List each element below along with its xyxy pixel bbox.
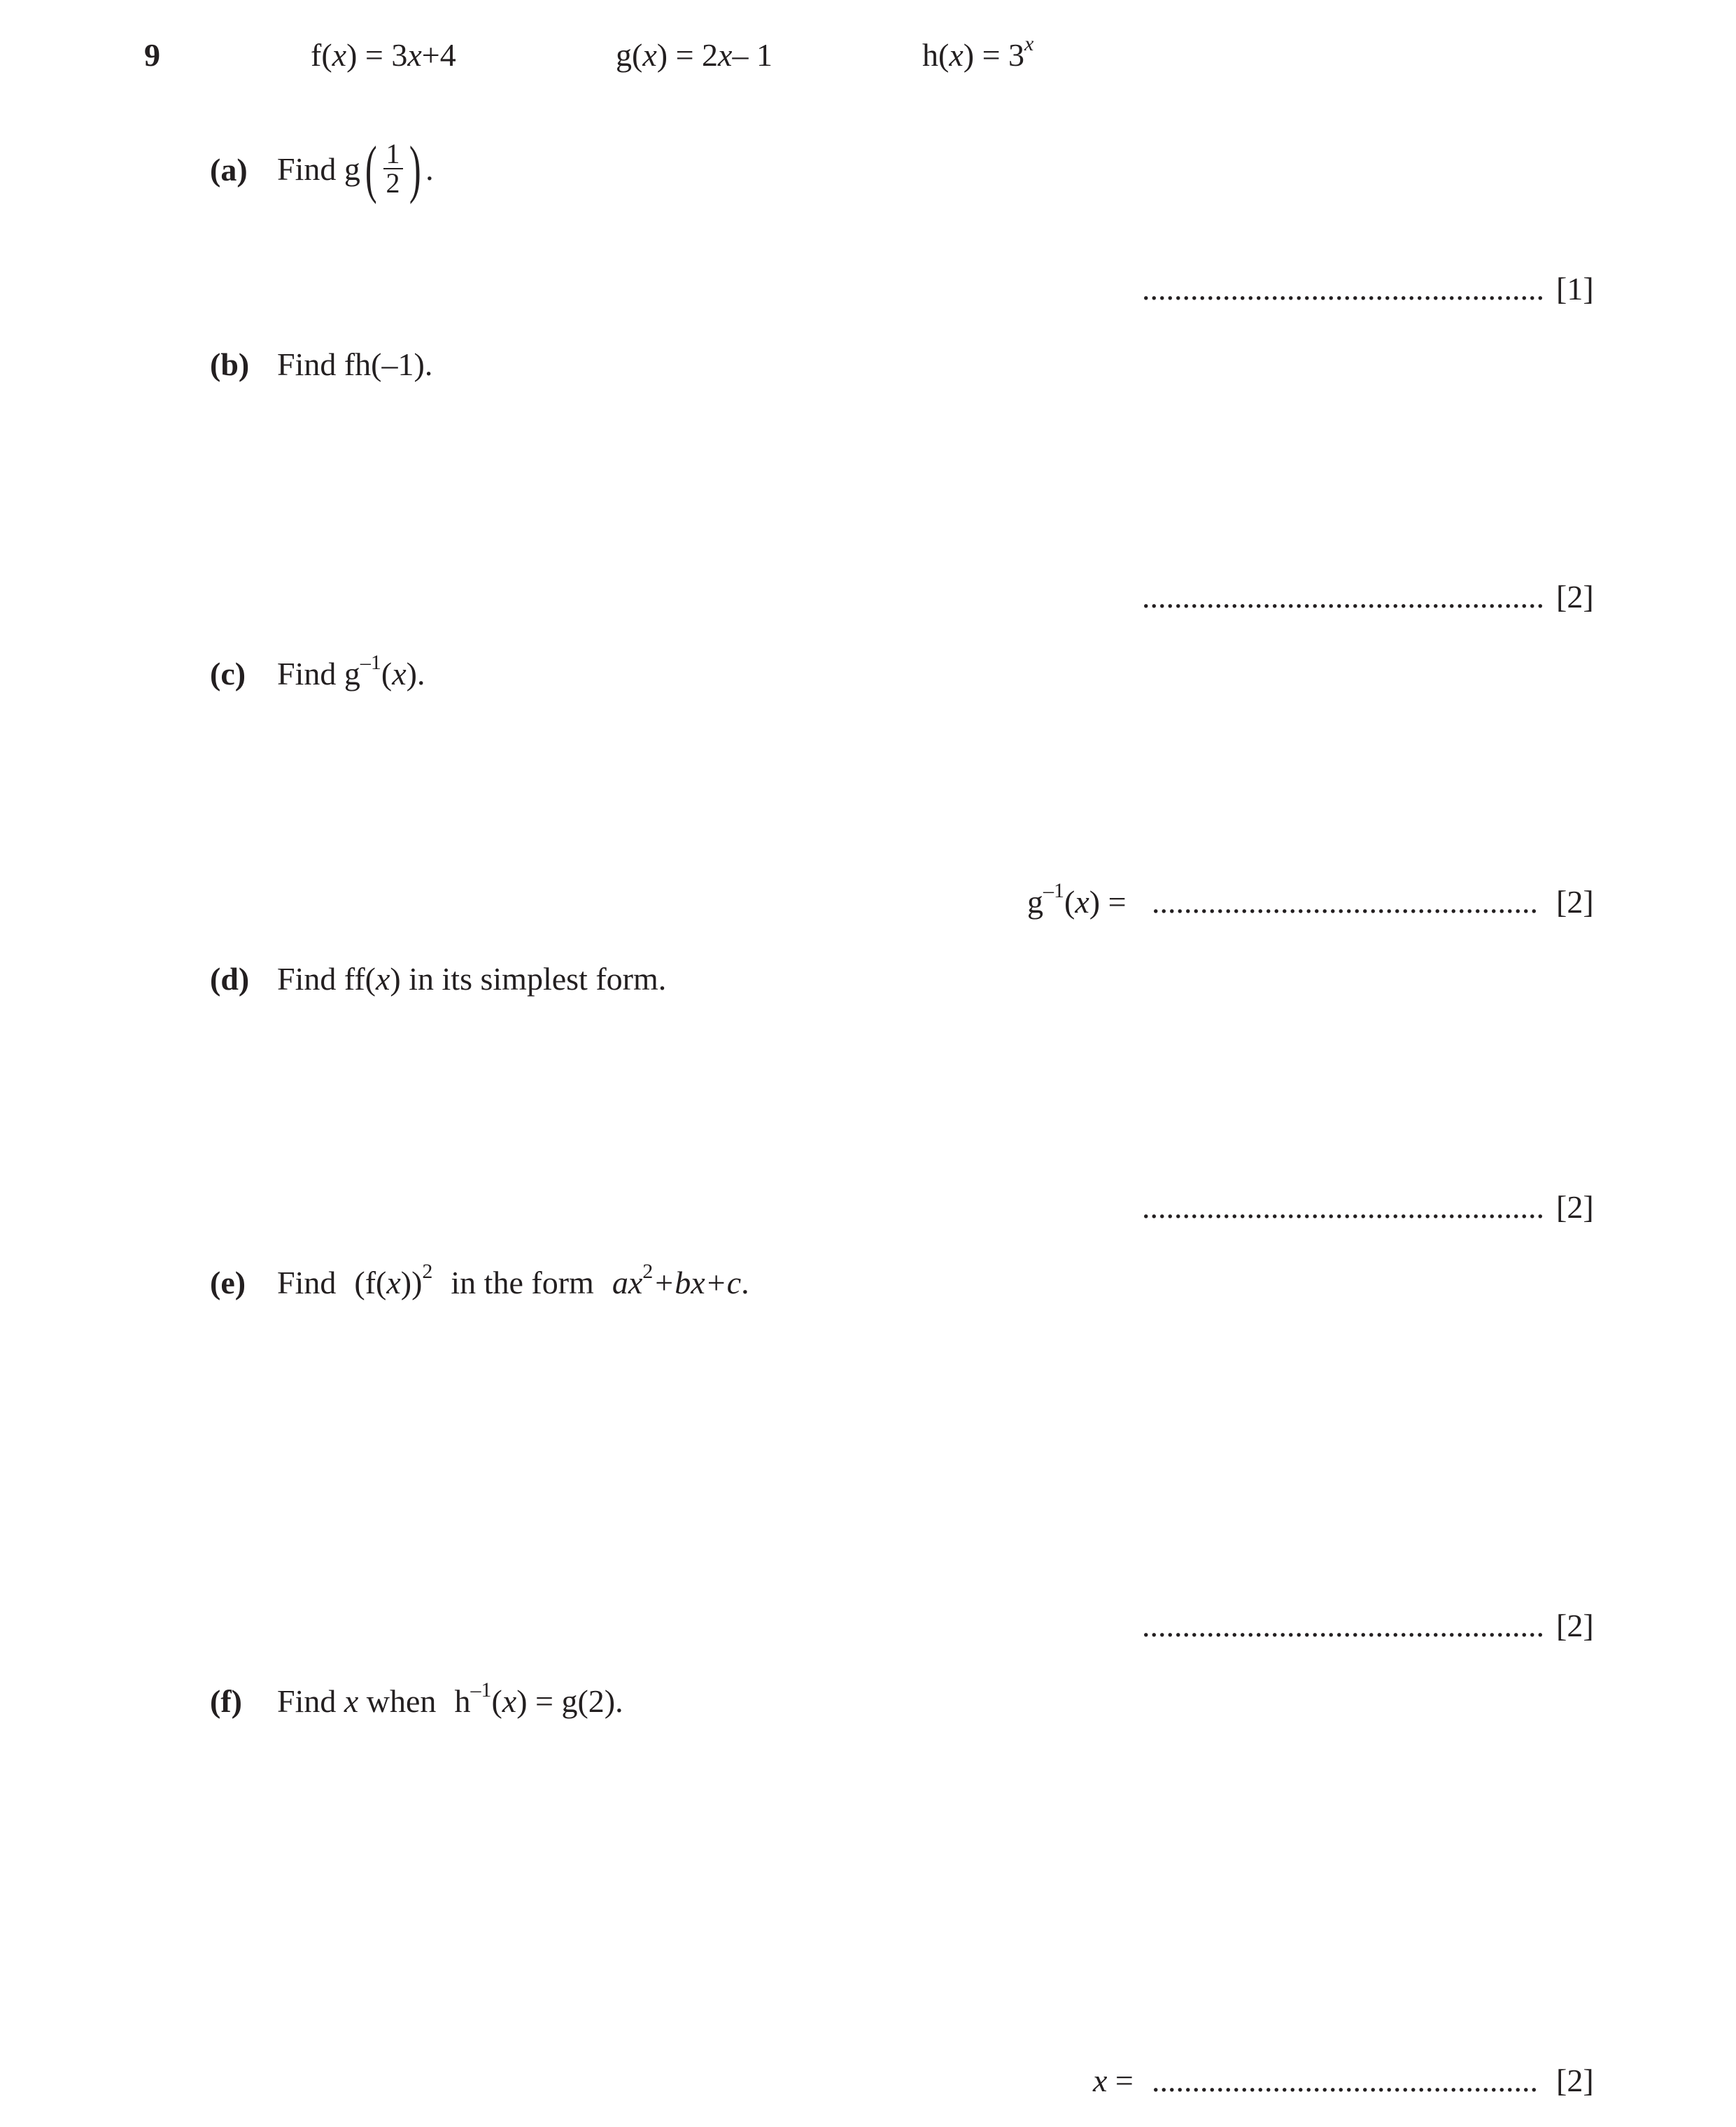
part-a-paren-close: ) bbox=[409, 133, 421, 204]
definition-f bbox=[311, 36, 456, 73]
part-c-answer-prefix-sup: –1 bbox=[1043, 879, 1064, 902]
part-a-prompt bbox=[277, 123, 434, 214]
part-d-label: (d) bbox=[210, 961, 250, 997]
part-c-answer-dots[interactable]: ................................................ bbox=[1152, 884, 1538, 920]
part-e-expr-sup: 2 bbox=[422, 1260, 433, 1283]
part-f-prompt-h-end: ) = g(2). bbox=[516, 1683, 623, 1719]
definition-h-rhs: ) = 3 bbox=[963, 37, 1025, 73]
part-d-prompt-end: ) in its simplest form. bbox=[390, 961, 667, 997]
part-f-prompt-h: h bbox=[454, 1683, 471, 1719]
part-e-prompt-end: . bbox=[741, 1265, 749, 1300]
part-f-prompt-start: Find bbox=[277, 1683, 337, 1719]
definition-h bbox=[922, 32, 1034, 73]
part-d-prompt-start: Find ff( bbox=[277, 961, 376, 997]
part-d-answer-line[interactable] bbox=[1142, 1188, 1544, 1226]
part-c-answer-prefix bbox=[1027, 879, 1127, 920]
part-f-mark: [2] bbox=[1556, 2063, 1594, 2098]
part-e-prompt-mid: in the form bbox=[451, 1265, 594, 1300]
part-a-mark: [1] bbox=[1556, 271, 1594, 307]
part-e-expr-close: )) bbox=[400, 1265, 423, 1300]
part-f-prompt-when: when bbox=[366, 1683, 437, 1719]
part-e-term-a-sup: 2 bbox=[642, 1260, 654, 1283]
part-e-label: (e) bbox=[210, 1265, 246, 1300]
definition-g-tail: – 1 bbox=[732, 37, 772, 73]
part-c-answer-prefix-end: ) = bbox=[1089, 884, 1127, 920]
definition-f-lhs: f( bbox=[311, 37, 332, 73]
part-c-answer-prefix-open: ( bbox=[1064, 884, 1075, 920]
definition-h-exponent: x bbox=[1024, 32, 1034, 55]
part-d-answer-dots[interactable]: .................................................. bbox=[1142, 1189, 1544, 1225]
definition-f-tail: +4 bbox=[421, 37, 456, 73]
part-c-prompt-open: ( bbox=[381, 656, 393, 692]
part-a-fraction bbox=[383, 140, 403, 197]
part-f-prompt-h-open: ( bbox=[491, 1683, 502, 1719]
definition-g-var2: x bbox=[718, 37, 733, 73]
part-f-answer-prefix-eq: = bbox=[1115, 2063, 1134, 2098]
question-number: 9 bbox=[144, 37, 160, 73]
part-c-prompt bbox=[277, 651, 425, 692]
part-f-prompt-var: x bbox=[344, 1683, 359, 1719]
part-c-prompt-end: ). bbox=[406, 656, 425, 692]
part-e-expr-var: x bbox=[386, 1265, 401, 1300]
part-a-answer-line[interactable] bbox=[1142, 270, 1544, 307]
part-f-answer-prefix-var: x bbox=[1093, 2063, 1108, 2098]
part-e-answer-dots[interactable]: .................................................. bbox=[1142, 1608, 1544, 1643]
part-a-label: (a) bbox=[210, 152, 248, 188]
part-a-fraction-numerator: 1 bbox=[383, 140, 403, 169]
part-c-prompt-start: Find g bbox=[277, 656, 360, 692]
part-d-prompt-var: x bbox=[376, 961, 390, 997]
part-c-answer-prefix-var: x bbox=[1075, 884, 1089, 920]
part-f-prompt-h-sup: –1 bbox=[470, 1678, 492, 1701]
part-b-prompt: Find fh(–1). bbox=[277, 346, 433, 382]
part-c-label: (c) bbox=[210, 656, 246, 692]
part-d-prompt bbox=[277, 960, 666, 997]
part-c-answer-prefix-start: g bbox=[1027, 884, 1043, 920]
part-e-term-a: ax bbox=[612, 1265, 643, 1300]
definition-f-var2: x bbox=[407, 37, 422, 73]
part-b-answer-line[interactable] bbox=[1142, 578, 1544, 615]
part-e-term-c: +c bbox=[705, 1265, 742, 1300]
part-f-prompt-h-var: x bbox=[502, 1683, 517, 1719]
part-e-term-b: +bx bbox=[653, 1265, 705, 1300]
part-e-answer-line[interactable] bbox=[1142, 1607, 1544, 1644]
part-b-label: (b) bbox=[210, 346, 250, 382]
part-a-prompt-end: . bbox=[425, 150, 434, 187]
part-e-expr-open: (f( bbox=[354, 1265, 387, 1300]
part-c-answer-line[interactable] bbox=[1152, 883, 1538, 920]
part-f-answer-dots[interactable]: ................................................ bbox=[1152, 2063, 1538, 2098]
part-f-label: (f) bbox=[210, 1683, 242, 1719]
definition-h-lhs: h( bbox=[922, 37, 950, 73]
part-a-prompt-start: Find g bbox=[277, 150, 360, 187]
definition-g-lhs: g( bbox=[616, 37, 643, 73]
part-b-mark: [2] bbox=[1556, 579, 1594, 615]
part-a-answer-dots[interactable]: .................................................. bbox=[1142, 271, 1544, 307]
definition-h-var: x bbox=[949, 37, 964, 73]
definition-g-rhs: ) = 2 bbox=[656, 37, 719, 73]
definition-g-var: x bbox=[642, 37, 657, 73]
definition-g bbox=[616, 36, 772, 73]
definition-f-rhs: ) = 3 bbox=[346, 37, 408, 73]
part-e-prompt-start: Find bbox=[277, 1265, 337, 1300]
part-a-paren-open: ( bbox=[365, 133, 377, 204]
part-f-prompt bbox=[277, 1678, 623, 1720]
part-c-mark: [2] bbox=[1556, 884, 1594, 920]
part-a-fraction-denominator: 2 bbox=[386, 167, 400, 199]
part-f-answer-line[interactable] bbox=[1152, 2062, 1538, 2099]
part-d-mark: [2] bbox=[1556, 1189, 1594, 1225]
part-c-prompt-sup: –1 bbox=[360, 651, 381, 674]
part-c-prompt-var: x bbox=[392, 656, 407, 692]
part-b-answer-dots[interactable]: .................................................. bbox=[1142, 579, 1544, 615]
part-e-mark: [2] bbox=[1556, 1608, 1594, 1643]
part-e-prompt bbox=[277, 1260, 749, 1301]
definition-f-var: x bbox=[332, 37, 347, 73]
part-f-answer-prefix bbox=[1093, 2062, 1134, 2099]
